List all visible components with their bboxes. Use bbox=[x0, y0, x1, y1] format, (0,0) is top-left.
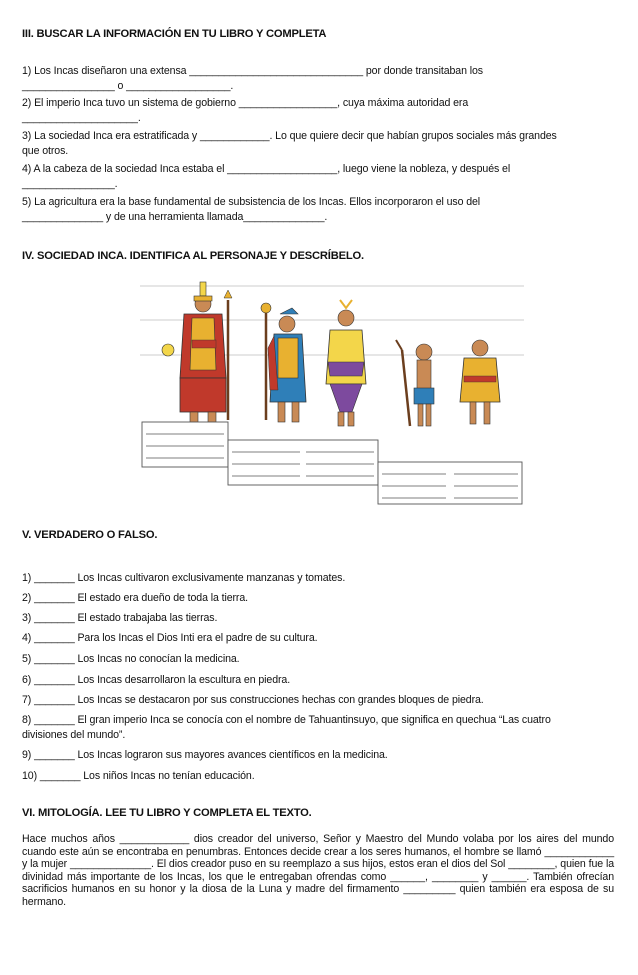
tf-item-8-cont: divisiones del mundo”. bbox=[22, 729, 126, 741]
s3-line-2: ________________ o __________________. bbox=[22, 80, 234, 92]
s3-line-9: 5) La agricultura era la base fundamental de subsistencia de los Incas. Ellos incorporaron el uso del bbox=[22, 196, 481, 208]
s3-line-8: ________________. bbox=[22, 178, 118, 190]
s3-line-3: 2) El imperio Inca tuvo un sistema de gobierno _________________, cuya máxima autoridad era bbox=[22, 97, 469, 109]
figure-woman bbox=[326, 300, 366, 426]
section-6-title: VI. MITOLOGÍA. LEE TU LIBRO Y COMPLETA EL TEXTO. bbox=[22, 807, 312, 819]
s3-line-1: 1) Los Incas diseñaron una extensa ______________________________ por donde transitaban los bbox=[22, 65, 483, 77]
s3-line-5: 3) La sociedad Inca era estratificada y ____________. Lo que quiere decir que habían grupos sociales más grandes bbox=[22, 130, 557, 142]
tf-item-6: 6) _______ Los Incas desarrollaron la escultura en piedra. bbox=[22, 674, 291, 686]
tf-item-7: 7) _______ Los Incas se destacaron por sus construcciones hechas con grandes bloques de piedra. bbox=[22, 694, 484, 706]
figure-commoner bbox=[396, 340, 434, 426]
inca-society-figure bbox=[140, 280, 524, 506]
section-4-title: IV. SOCIEDAD INCA. IDENTIFICA AL PERSONAJE Y DESCRÍBELO. bbox=[22, 250, 364, 262]
tf-item-2: 2) _______ El estado era dueño de toda la tierra. bbox=[22, 592, 248, 604]
figure-noble bbox=[261, 303, 306, 422]
tf-item-9: 9) _______ Los Incas lograron sus mayores avances científicos en la medicina. bbox=[22, 749, 388, 761]
section-5-title: V. VERDADERO O FALSO. bbox=[22, 529, 158, 541]
s3-line-7: 4) A la cabeza de la sociedad Inca estaba el ___________________, luego viene la nobleza, y después el bbox=[22, 163, 511, 175]
mythology-text: Hace muchos años ____________ dios creador del universo, Señor y Maestro del Mundo volaba por los aires del mundo cuando este aún se encontraba en penumbras. Entonces decide crear a los seres humanos, el hombre se llamó ____________ y la mujer ______________. El dios creador puso en su reemplazo a sus hijos, estos eran el dios del Sol ________, quien fue la divinidad más importante de los Incas, los que le entregaban ofrendas como ______, ________ y ______. También ofrecían sacrificios humanos en su honor y la diosa de la Luna y madre del firmamento _________ quien también era esposa de su hermano. bbox=[22, 833, 614, 908]
tf-item-5: 5) _______ Los Incas no conocían la medicina. bbox=[22, 653, 240, 665]
figure-commoner-tunic bbox=[460, 340, 500, 424]
s3-line-10: ______________ y de una herramienta llamada______________. bbox=[22, 211, 328, 223]
s3-line-6: que otros. bbox=[22, 145, 69, 157]
section-3-title: III. BUSCAR LA INFORMACIÓN EN TU LIBRO Y COMPLETA bbox=[22, 28, 327, 40]
tf-item-4: 4) _______ Para los Incas el Dios Inti era el padre de su cultura. bbox=[22, 632, 318, 644]
tf-item-3: 3) _______ El estado trabajaba las tierras. bbox=[22, 612, 218, 624]
tf-item-1: 1) _______ Los Incas cultivaron exclusivamente manzanas y tomates. bbox=[22, 572, 346, 584]
mythology-paragraph bbox=[22, 833, 614, 909]
tf-item-8: 8) _______ El gran imperio Inca se conocía con el nombre de Tahuantinsuyo, que significa en quechua “Las cuatro bbox=[22, 714, 551, 726]
s3-line-4: ____________________. bbox=[22, 112, 141, 124]
tf-item-10: 10) _______ Los niños Incas no tenían educación. bbox=[22, 770, 255, 782]
